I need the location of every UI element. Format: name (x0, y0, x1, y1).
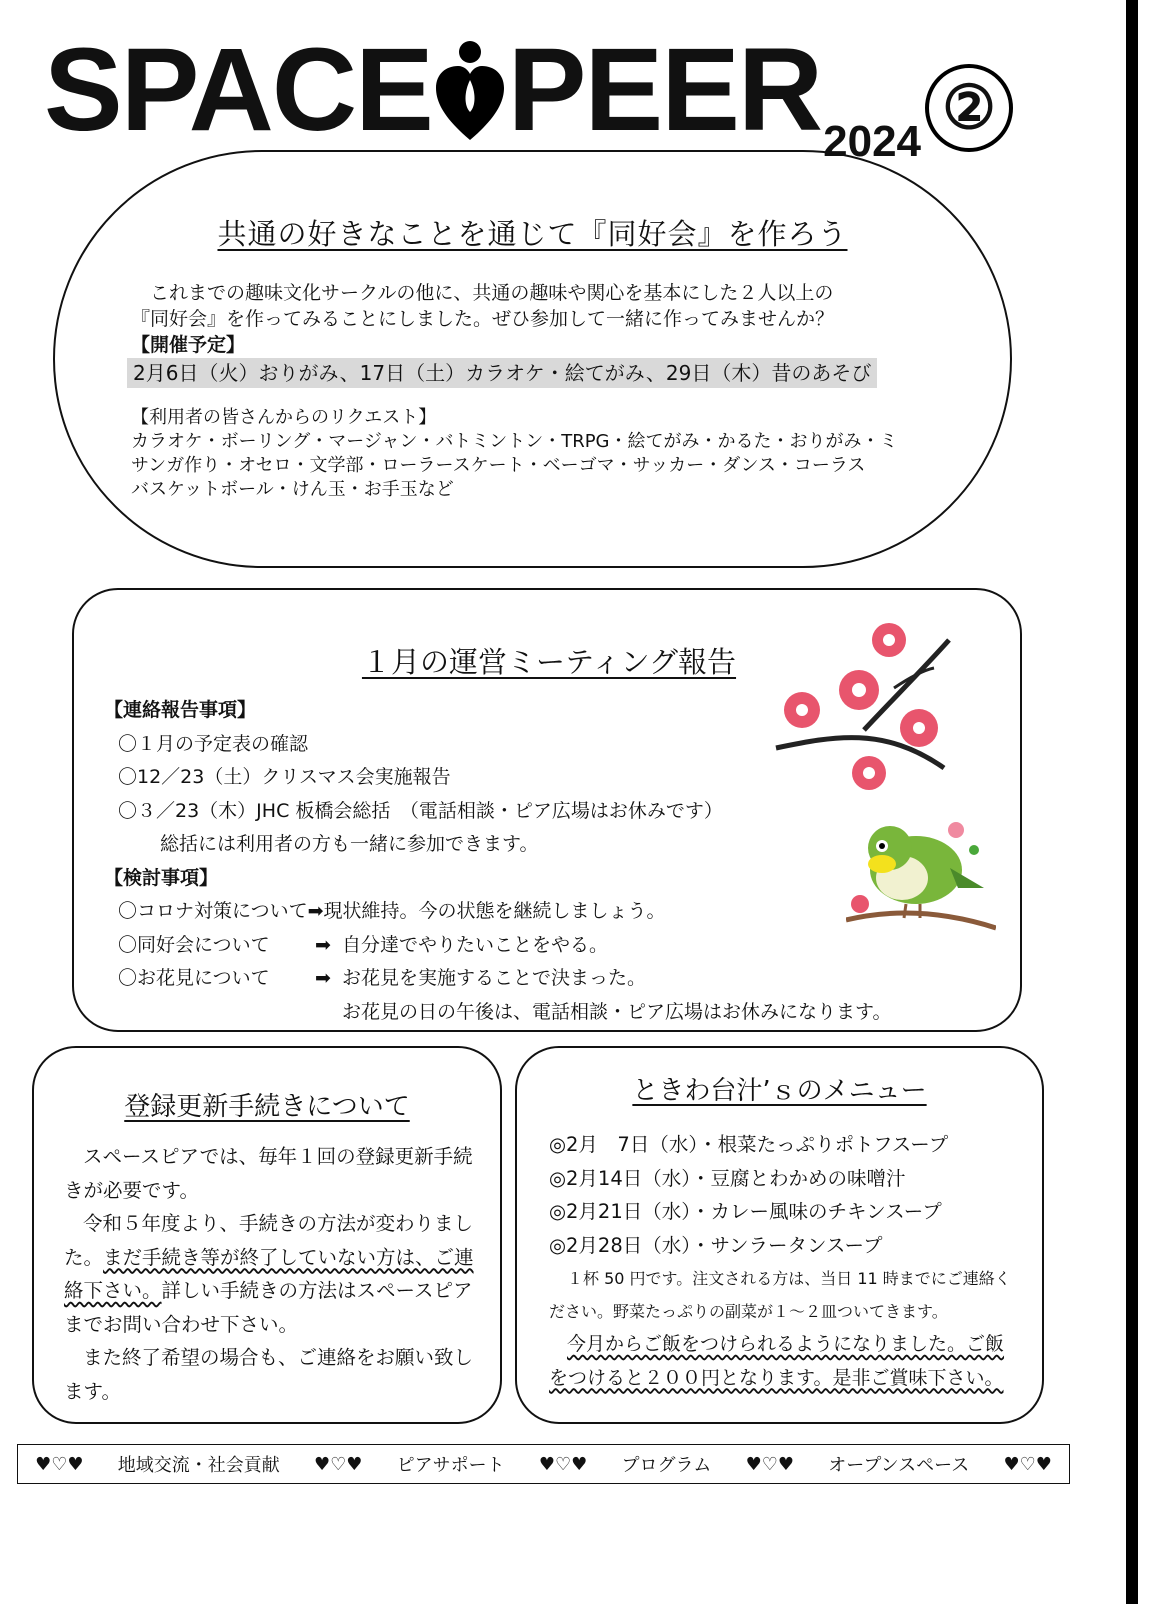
meeting-title: １月の運営ミーティング報告 (361, 645, 737, 679)
request-line-3: バスケットボール・けん玉・お手玉など (131, 479, 454, 500)
footer-banner (17, 1444, 1070, 1484)
discussion-label: 〇同好会について (118, 933, 270, 956)
menu-item: ◎2月 7日（水）・根菜たっぷりポトフスープ (549, 1133, 949, 1156)
footer-item: オープンスペース (828, 1455, 970, 1476)
request-line-2: サンガ作り・オセロ・文学部・ローラースケート・ベーゴマ・サッカー・ダンス・コーラス (131, 455, 866, 476)
heart-icon: ♥♡♥ (538, 1453, 588, 1475)
menu-item: ◎2月28日（水）・サンラータンスープ (549, 1233, 883, 1257)
report-item: 〇12／23（土）クリスマス会実施報告 (118, 766, 451, 788)
menu-item: ◎2月14日（水）・豆腐とわかめの味噌汁 (549, 1166, 906, 1190)
heart-icon: ♥♡♥ (314, 1453, 363, 1475)
report-heading: 【連絡報告事項】 (104, 699, 257, 721)
discussion-result-note: お花見の日の午後は、電話相談・ピア広場はお休みになります。 (342, 1000, 892, 1023)
masthead-title-right: PEER (507, 24, 822, 156)
discussion-label: 〇お花見について (118, 967, 270, 989)
plum-blossom-illustration (774, 618, 964, 798)
arrow-right-icon: ➡ (315, 933, 331, 956)
heart-icon: ♥♡♥ (35, 1453, 84, 1475)
discussion-label: 〇コロナ対策について (118, 900, 308, 922)
menu-item: ◎2月21日（水）・カレー風味のチキンスープ (549, 1200, 942, 1223)
renewal-text: 令和５年度より、手続きの方法が変わりました。 (64, 1212, 474, 1269)
report-item-note: 総括には利用者の方も一緒に参加できます。 (160, 833, 539, 855)
renewal-text: 詳しい手続きの方法はスペースピアまでお問い合わせ下さい。 (64, 1279, 473, 1336)
renewal-paragraph-2 (64, 1207, 474, 1341)
schedule-text: 2月6日（火）おりがみ、17日（土）カラオケ・絵てがみ、29日（木）昔のあそび (127, 358, 877, 388)
request-line-1: カラオケ・ボーリング・マージャン・バトミントン・TRPG・絵てがみ・かるた・おりがみ・ミ (131, 431, 898, 452)
arrow-right-icon: ➡ (315, 967, 331, 989)
report-item: 〇１月の予定表の確認 (118, 732, 309, 755)
renewal-emphasis: まだ手続き等が終了していない方は、ご連絡下さい。 (64, 1245, 474, 1302)
page-edge-bar (1126, 0, 1138, 1604)
renewal-paragraph-3: また終了希望の場合も、ご連絡をお願い致します。 (64, 1346, 474, 1403)
footer-item: プログラム (621, 1455, 712, 1476)
discussion-item (104, 962, 891, 996)
footer-item: ピアサポート (396, 1455, 505, 1476)
registration-renewal-section (32, 1046, 502, 1424)
discussion-result: お花見を実施することで決まった。 (342, 967, 647, 989)
arrow-right-icon: ➡ (307, 900, 324, 922)
dokokai-intro-line-2: 『同好会』を作ってみることにしました。ぜひ参加して一緒に作ってみませんか？ (131, 308, 835, 330)
masthead (44, 24, 1013, 166)
renewal-title: 登録更新手続きについて (124, 1092, 410, 1122)
menu-body (549, 1128, 1019, 1395)
discussion-item (104, 895, 891, 929)
dokokai-section (53, 150, 1012, 568)
heart-icon: ♥♡♥ (745, 1453, 795, 1475)
meeting-report-section (72, 588, 1022, 1032)
menu-section (515, 1046, 1044, 1424)
dokokai-intro-line-1: これまでの趣味文化サークルの他に、共通の趣味や関心を基本にした２人以上の (150, 282, 834, 304)
menu-note: １杯 50 円です。注文される方は、当日 11 時までにご連絡ください。野菜たっぷりの副菜が１～２皿ついてきます。 (549, 1269, 1011, 1321)
bird-illustration (846, 808, 996, 936)
menu-title: ときわ台汁’ｓのメニュー (632, 1076, 927, 1106)
renewal-body (64, 1140, 474, 1408)
menu-notice: 今月からご飯をつけられるようになりました。ご飯をつけると２００円となります。是非ご賞味下さい。 (549, 1333, 1005, 1389)
request-heading: 【利用者の皆さんからのリクエスト】 (131, 407, 437, 428)
discussion-result: 自分達でやりたいことをやる。 (342, 933, 609, 956)
schedule-heading: 【開催予定】 (131, 334, 246, 356)
heart-icon: ♥♡♥ (1003, 1453, 1052, 1475)
dokokai-title: 共通の好きなことを通じて『同好会』を作ろう (217, 217, 848, 251)
footer-item: 地域交流・社会貢献 (117, 1455, 280, 1476)
discussion-result: 現状維持。今の状態を継続しましょう。 (323, 900, 666, 922)
dokokai-body (131, 280, 951, 502)
discussion-heading: 【検討事項】 (104, 866, 219, 889)
masthead-title-left: SPACE (44, 24, 432, 156)
masthead-year: 2024 (823, 117, 922, 166)
renewal-paragraph-1: スペースピアでは、毎年１回の登録更新手続きが必要です。 (64, 1145, 473, 1202)
report-item: 〇３／23（木）JHC 板橋会総括 （電話相談・ピア広場はお休みです） (118, 799, 723, 822)
issue-number-badge: ② (925, 64, 1013, 152)
discussion-item (104, 929, 891, 963)
heart-person-logo-icon (434, 30, 506, 150)
